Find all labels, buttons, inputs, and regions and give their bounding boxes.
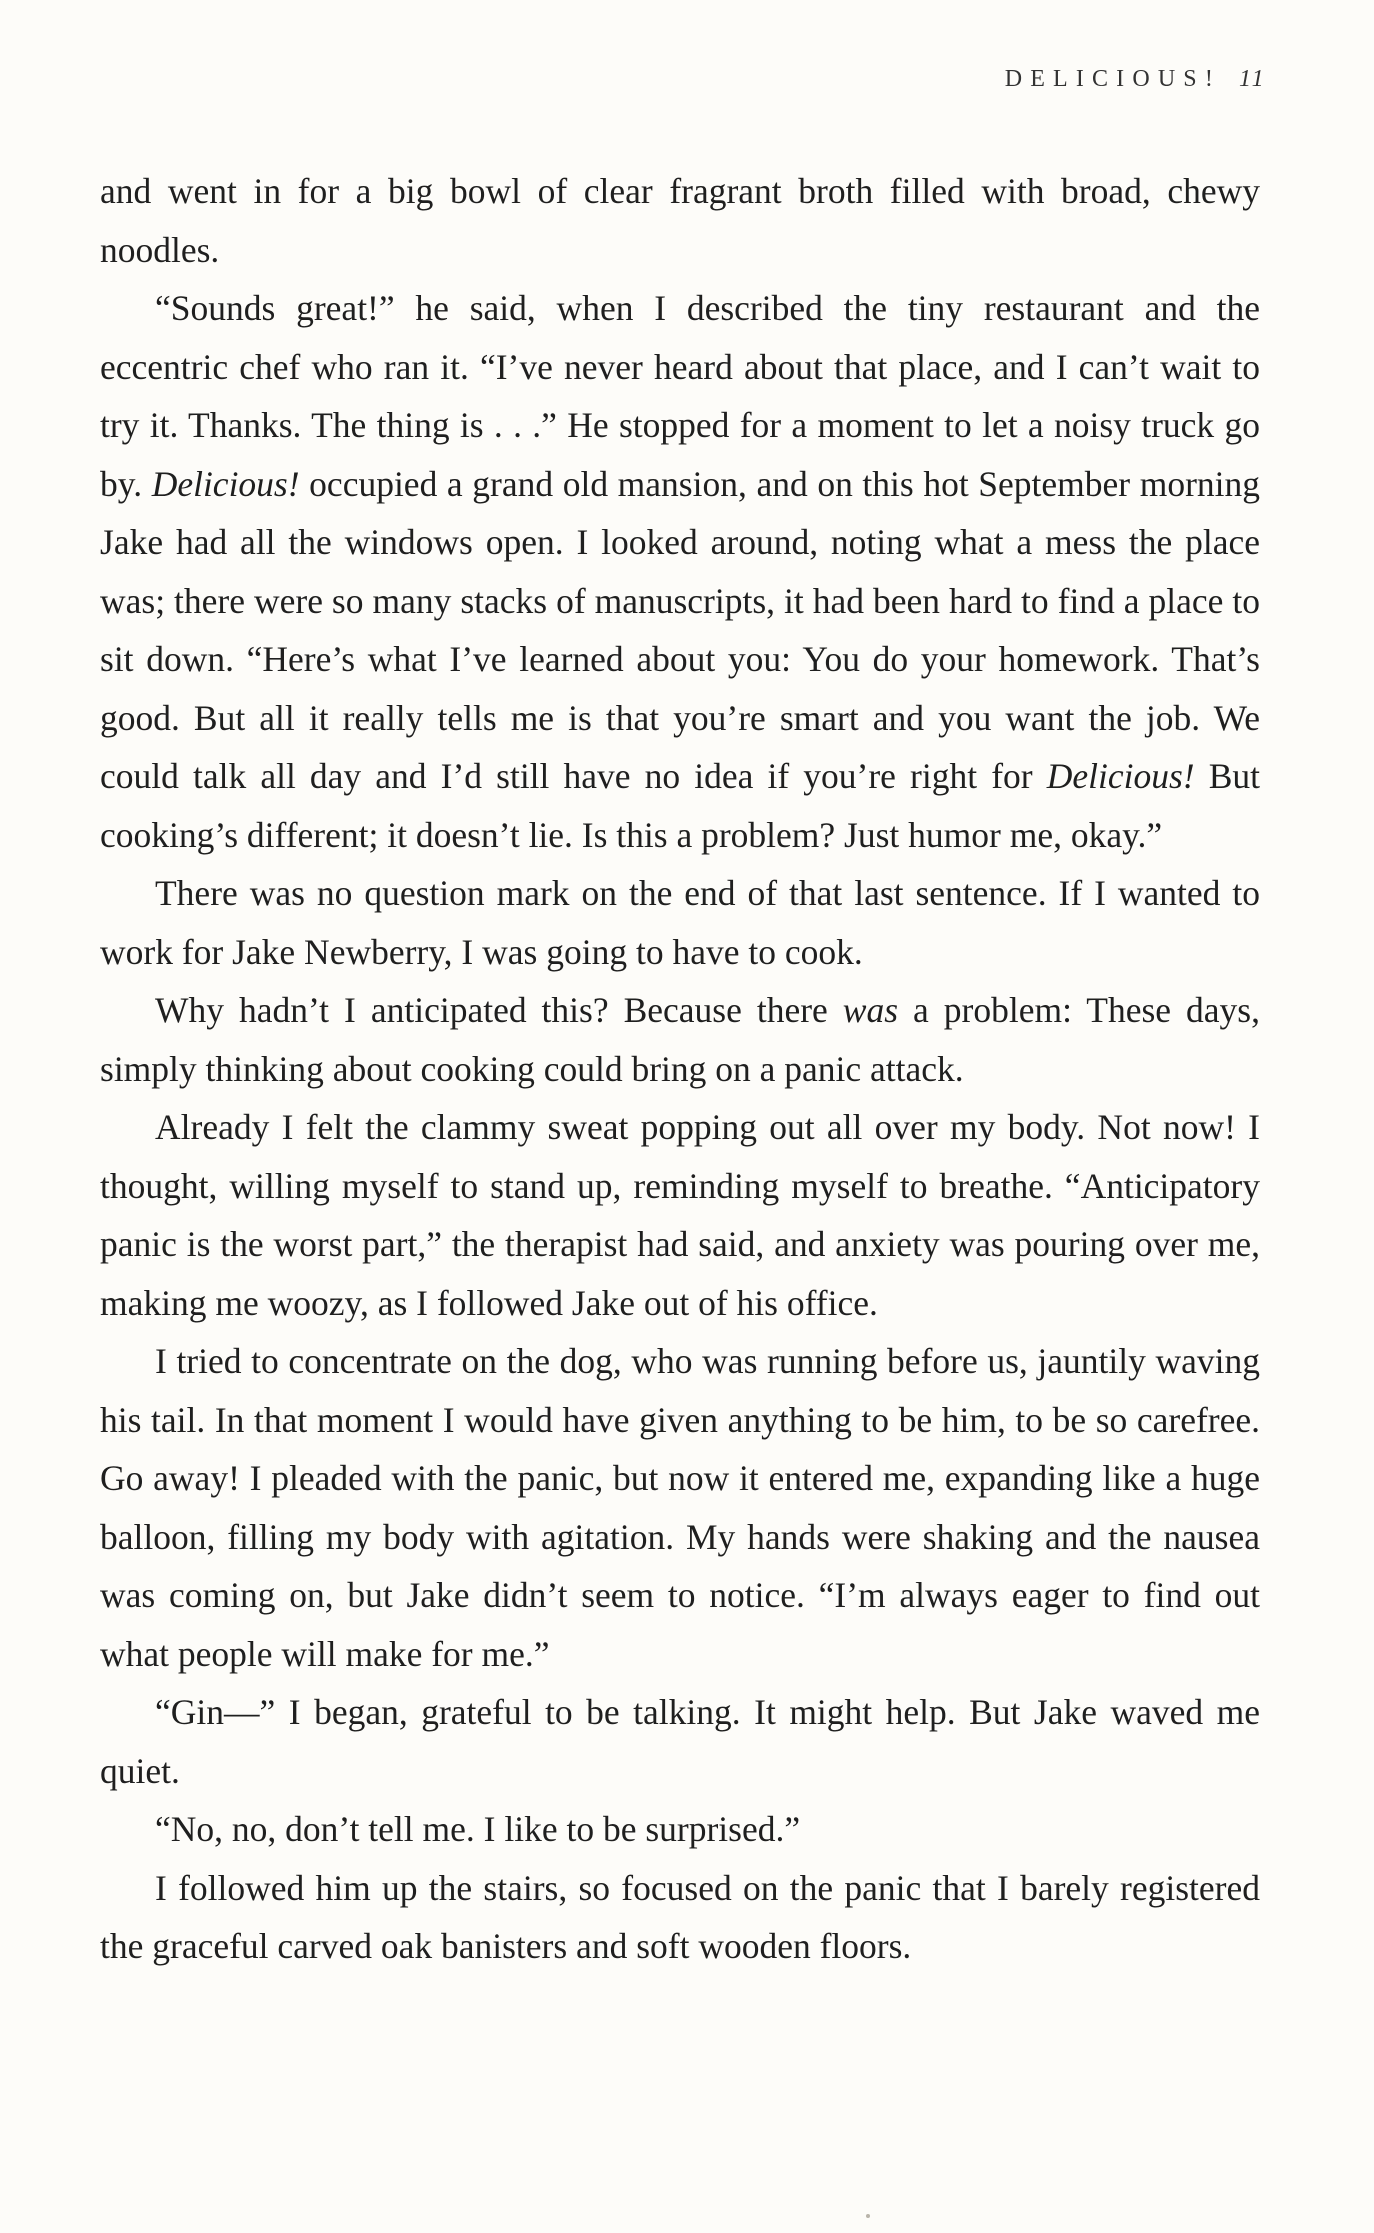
- text-run: But cooking’s different; it doesn’t lie. Is this a problem? Just humor me, okay.”: [100, 756, 1260, 855]
- paragraph: There was no question mark on the end of that last sentence. If I wanted to work for Jake Newberry, I was going to have to cook.: [100, 873, 1260, 972]
- magazine-title-italic: Delicious!: [151, 463, 300, 504]
- text-run: occupied a grand old mansion, and on this hot September morning Jake had all the windows open. I looked around, noting what a mess the place was; there were so many stacks of manuscripts, it had been hard to find a place to sit down. “Here’s what I’ve learned about you: You do your homework. That’s good. But all it really tells me is that you’re smart and you want the job. We could talk all day and I’d still have no idea if you’re right for: [100, 463, 1260, 796]
- emphasis-italic: was: [842, 990, 899, 1030]
- paragraph: [100, 981, 1260, 1098]
- text-run: “Sounds great!” he said, when I described the tiny restaurant and the eccentric chef who ran it. “I’ve never heard about that place, and I can’t wait to try it. Thanks. The thing is . . .” He stopped for a moment to let a noisy truck go by.: [100, 288, 1260, 504]
- page-number: 11: [1238, 66, 1266, 92]
- text-run: a problem: These days, simply thinking about cooking could bring on a panic attack.: [100, 990, 1260, 1089]
- body-text: [100, 162, 1260, 1976]
- running-head: [1005, 66, 1266, 93]
- paragraph: I followed him up the stairs, so focused on the panic that I barely registered the graceful carved oak banisters and soft wooden floors.: [100, 1867, 1260, 1966]
- text-run: Why hadn’t I anticipated this? Because there: [155, 990, 843, 1030]
- paragraph: “No, no, don’t tell me. I like to be surprised.”: [155, 1809, 801, 1849]
- paragraph: Already I felt the clammy sweat popping out all over my body. Not now! I thought, willing myself to stand up, reminding myself to breathe. “Anticipatory panic is the worst part,” the therapist had said, and anxiety was pouring over me, making me woozy, as I followed Jake out of his office.: [100, 1107, 1260, 1323]
- paragraph: I tried to concentrate on the dog, who was running before us, jauntily waving his tail. In that moment I would have given anything to be him, to be so carefree. Go away! I pleaded with the panic, but now it entered me, expanding like a huge balloon, filling my body with agitation. My hands were shaking and the nausea was coming on, but Jake didn’t seem to notice. “I’m always eager to find out what people will make for me.”: [100, 1341, 1260, 1674]
- paper-speck: [866, 2214, 870, 2218]
- running-title: DELICIOUS!: [1004, 66, 1221, 92]
- paragraph: and went in for a big bowl of clear fragrant broth filled with broad, chewy noodles.: [100, 171, 1260, 270]
- magazine-title-italic: Delicious!: [1046, 756, 1195, 796]
- paragraph: [100, 279, 1260, 864]
- paragraph: “Gin—” I began, grateful to be talking. It might help. But Jake waved me quiet.: [100, 1692, 1260, 1791]
